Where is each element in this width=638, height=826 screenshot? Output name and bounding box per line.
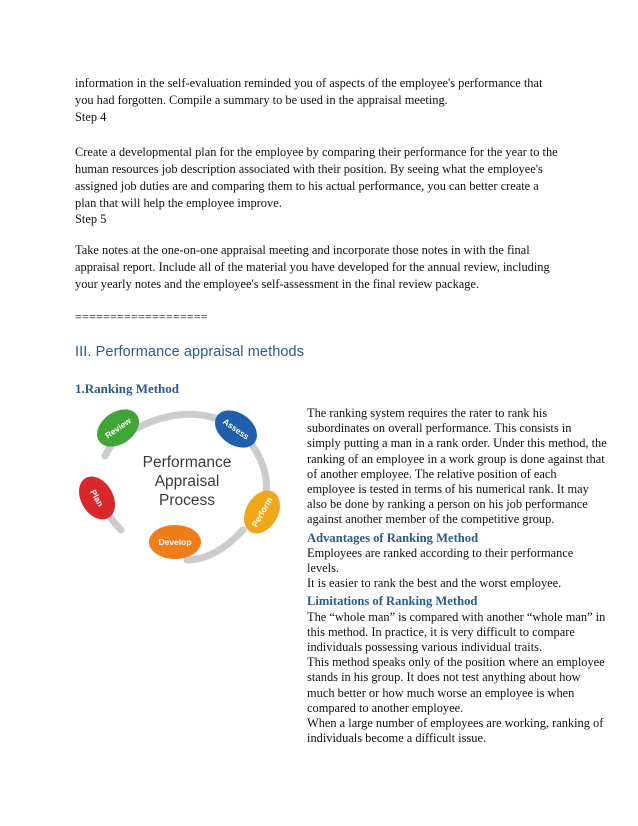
ranking-method-text <box>307 406 607 746</box>
limitation-item: This method speaks only of the position where an employee stands in his group. It does not test anything about how much better or how much worse an employee is when compared to another employee. <box>307 655 605 715</box>
diagram-title <box>143 454 232 509</box>
body-text-line: appraisal report. Include all of the material you have developed for the annual review, including <box>75 260 550 274</box>
body-text-line: Take notes at the one-on-one appraisal meeting and incorporate those notes in with the final <box>75 243 530 257</box>
body-text-line: human resources job description associated with their position. By seeing what the employee's <box>75 162 543 176</box>
stage-label: Assess <box>220 416 252 442</box>
diagram-title-line: Performance <box>142 454 232 471</box>
advantages-heading: Advantages of Ranking Method <box>307 530 479 545</box>
step-label: Step 5 <box>75 212 107 226</box>
stage-label: Perform <box>249 495 275 529</box>
step-label: Step 4 <box>75 110 107 124</box>
advantage-item: Employees are ranked according to their performance levels. <box>307 545 574 576</box>
separator-line: =================== <box>75 310 208 324</box>
body-text-line: your yearly notes and the employee's self-assessment in the final review package. <box>75 277 480 291</box>
body-text-line: plan that will help the employee improve. <box>75 196 282 210</box>
ranking-intro: The ranking system requires the rater to rank his subordinates on overall performance. This consists in simply putting a man in a rank order. Under this method, the ranking of an employee in a work group is done against that of another employee. The relative position of each employee is tested in terms of his numerical rank. It may also be done by ranking a person on his job performance against another member of the competitive group. <box>307 406 607 527</box>
stage-label: Review <box>103 415 133 441</box>
subsection-heading: 1.Ranking Method <box>75 381 180 396</box>
stage-plan <box>75 470 122 526</box>
body-text-line: assigned job duties are and comparing them to his actual performance, you can better create a <box>75 179 539 193</box>
limitation-item: The “whole man” is compared with another “whole man” in this method. In practice, it is very difficult to compare individuals possessing various individual traits. <box>307 609 606 655</box>
stage-label: Develop <box>158 537 192 547</box>
stage-review <box>90 402 146 455</box>
body-text-line: Create a developmental plan for the employee by comparing their performance for the year to the <box>75 145 558 159</box>
diagram-title-line: Process <box>159 492 215 509</box>
advantage-item: It is easier to rank the best and the worst employee. <box>307 576 562 591</box>
limitation-item: When a large number of employees are working, ranking of individuals become a difficult issue. <box>307 716 604 746</box>
section-heading: III. Performance appraisal methods <box>75 344 305 360</box>
body-text-line: you had forgotten. Compile a summary to be used in the appraisal meeting. <box>75 93 448 107</box>
stage-label: Plan <box>88 487 106 509</box>
stage-develop <box>149 525 201 559</box>
diagram-title-line: Appraisal <box>154 473 220 490</box>
performance-appraisal-cycle-diagram <box>75 400 295 572</box>
limitations-heading: Limitations of Ranking Method <box>307 594 478 609</box>
body-text-line: information in the self-evaluation reminded you of aspects of the employee's performance that <box>75 76 543 90</box>
